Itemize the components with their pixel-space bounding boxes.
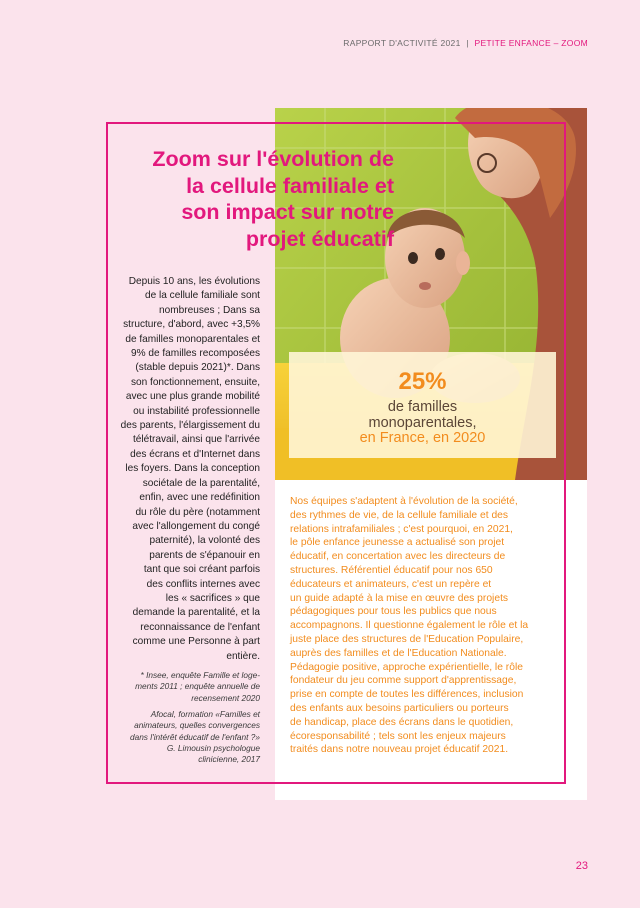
text-line: son fonctionnement, ensuite,: [130, 376, 260, 388]
text-line: structure, d'abord, avec +3,5%: [123, 319, 260, 331]
text-line: éducateurs et animateurs, c'est un repère et: [290, 578, 492, 590]
header-separator: |: [466, 38, 469, 48]
text-line: éducatif, en concertation avec les directeurs de: [290, 551, 506, 563]
page-number: 23: [575, 860, 588, 872]
text-line: structures. Référentiel éducatif pour nos 650: [290, 564, 493, 576]
text-line: entière.: [226, 650, 260, 662]
text-line: Pédagogie positive, approche expérientielle, le rôle: [290, 661, 523, 673]
text-line: demande la parentalité, et la: [132, 607, 260, 619]
running-header: [343, 38, 588, 48]
text-line: enfin, avec une redéfinition: [139, 492, 260, 504]
text-line: paternité), la volonté des: [149, 535, 260, 547]
text-line: (stable depuis 2021)*. Dans: [135, 362, 260, 374]
text-line: pédagogiques pour tous les publics que nous: [290, 606, 497, 618]
text-line: écoresponsabilité ; tels sont les enjeux majeurs: [290, 730, 506, 742]
text-line: relations intrafamiliales ; c'est pourquoi, en 2021,: [290, 523, 513, 535]
title-line: la cellule familiale et: [186, 173, 394, 198]
text-line: des écrans et d'Internet dans: [130, 448, 260, 460]
note-line: clinicienne, 2017: [198, 754, 260, 765]
text-line: sociétale de la parentalité,: [142, 477, 260, 489]
text-line: nombreuses ; Dans sa: [159, 304, 260, 316]
title-line: projet éducatif: [245, 226, 394, 251]
text-line: des enfants aux besoins particuliers ou porteurs: [290, 702, 509, 714]
note-line: G. Limousin psychologue: [166, 742, 260, 753]
text-line: des parents, l'élargissement du: [120, 420, 260, 432]
source-note-insee: [112, 670, 260, 704]
text-line: avec une plus grande mobilité: [125, 391, 260, 403]
article-title: [94, 146, 394, 252]
text-line: traités dans notre nouveau projet éducatif 2021.: [290, 744, 509, 756]
text-line: comme une Personne à part: [132, 636, 260, 648]
stat-caption: [289, 400, 556, 447]
note-line: Afocal, formation «Familles et: [150, 709, 260, 719]
text-line: Depuis 10 ans, les évolutions: [128, 276, 260, 287]
text-line: les foyers. Dans la conception: [125, 463, 260, 475]
title-line: son impact sur notre: [181, 200, 394, 224]
text-line: des rythmes de vie, de la cellule familiale et des: [290, 509, 509, 521]
text-line: prise en compte de toutes les différences, inclusion: [290, 689, 524, 701]
text-line: de la cellule familiale sont: [144, 290, 260, 302]
text-line: le pôle enfance jeunesse a actualisé son projet: [290, 537, 505, 549]
note-line: * Insee, enquête Famille et loge-: [140, 670, 260, 680]
note-line: ments 2011 ; enquête annuelle de: [135, 681, 260, 692]
text-line: reconnaissance de l'enfant: [140, 621, 260, 633]
text-line: accompagnons. Il questionne également le rôle et la: [290, 620, 529, 632]
text-line: tant que soi créant parfois: [143, 564, 260, 576]
title-line: Zoom sur l'évolution de: [152, 147, 394, 171]
text-line: parents de s'épanouir en: [149, 549, 260, 561]
stat-caption-line: de familles: [387, 399, 458, 415]
text-line: avec l'allongement du congé: [132, 520, 260, 532]
note-line: dans l'intérêt éducatif de l'enfant ?»: [129, 731, 260, 742]
text-line: ou instabilité professionnelle: [133, 405, 260, 417]
text-line: télétravail, ainsi que l'arrivée: [132, 434, 260, 446]
stat-caption-line: monoparentales,: [368, 414, 477, 431]
header-report: RAPPORT D'ACTIVITÉ 2021: [343, 38, 461, 48]
text-line: fondateur du jeu comme support d'apprentissage,: [290, 675, 517, 687]
text-line: des conflits internes avec: [146, 578, 260, 590]
statistic-callout: [289, 352, 556, 458]
text-line: les « sacrifices » que: [165, 592, 260, 604]
stat-caption-line: en France, en 2020: [359, 430, 486, 446]
stat-value: 25%: [398, 368, 447, 395]
text-line: auprès des familles et de l'Education Nationale.: [290, 647, 507, 659]
text-line: 9% de familles recomposées: [130, 348, 260, 360]
text-line: de handicap, place des écrans dans le quotidien,: [290, 716, 514, 728]
text-line: de familles monoparentales et: [125, 333, 260, 345]
source-note-afocal: [112, 709, 260, 765]
project-paragraph: [290, 495, 560, 757]
intro-paragraph: [112, 275, 260, 664]
text-line: Nos équipes s'adaptent à l'évolution de la société,: [290, 496, 518, 507]
header-section: PETITE ENFANCE – ZOOM: [474, 38, 588, 48]
note-line: animateurs, quelles convergences: [134, 720, 260, 731]
text-line: du rôle du père (notamment: [135, 506, 260, 518]
note-line: recensement 2020: [191, 692, 260, 703]
text-line: juste place des structures de l'Education Populaire,: [290, 633, 524, 645]
text-line: un guide adapté à la mise en œuvre des projets: [290, 592, 509, 604]
